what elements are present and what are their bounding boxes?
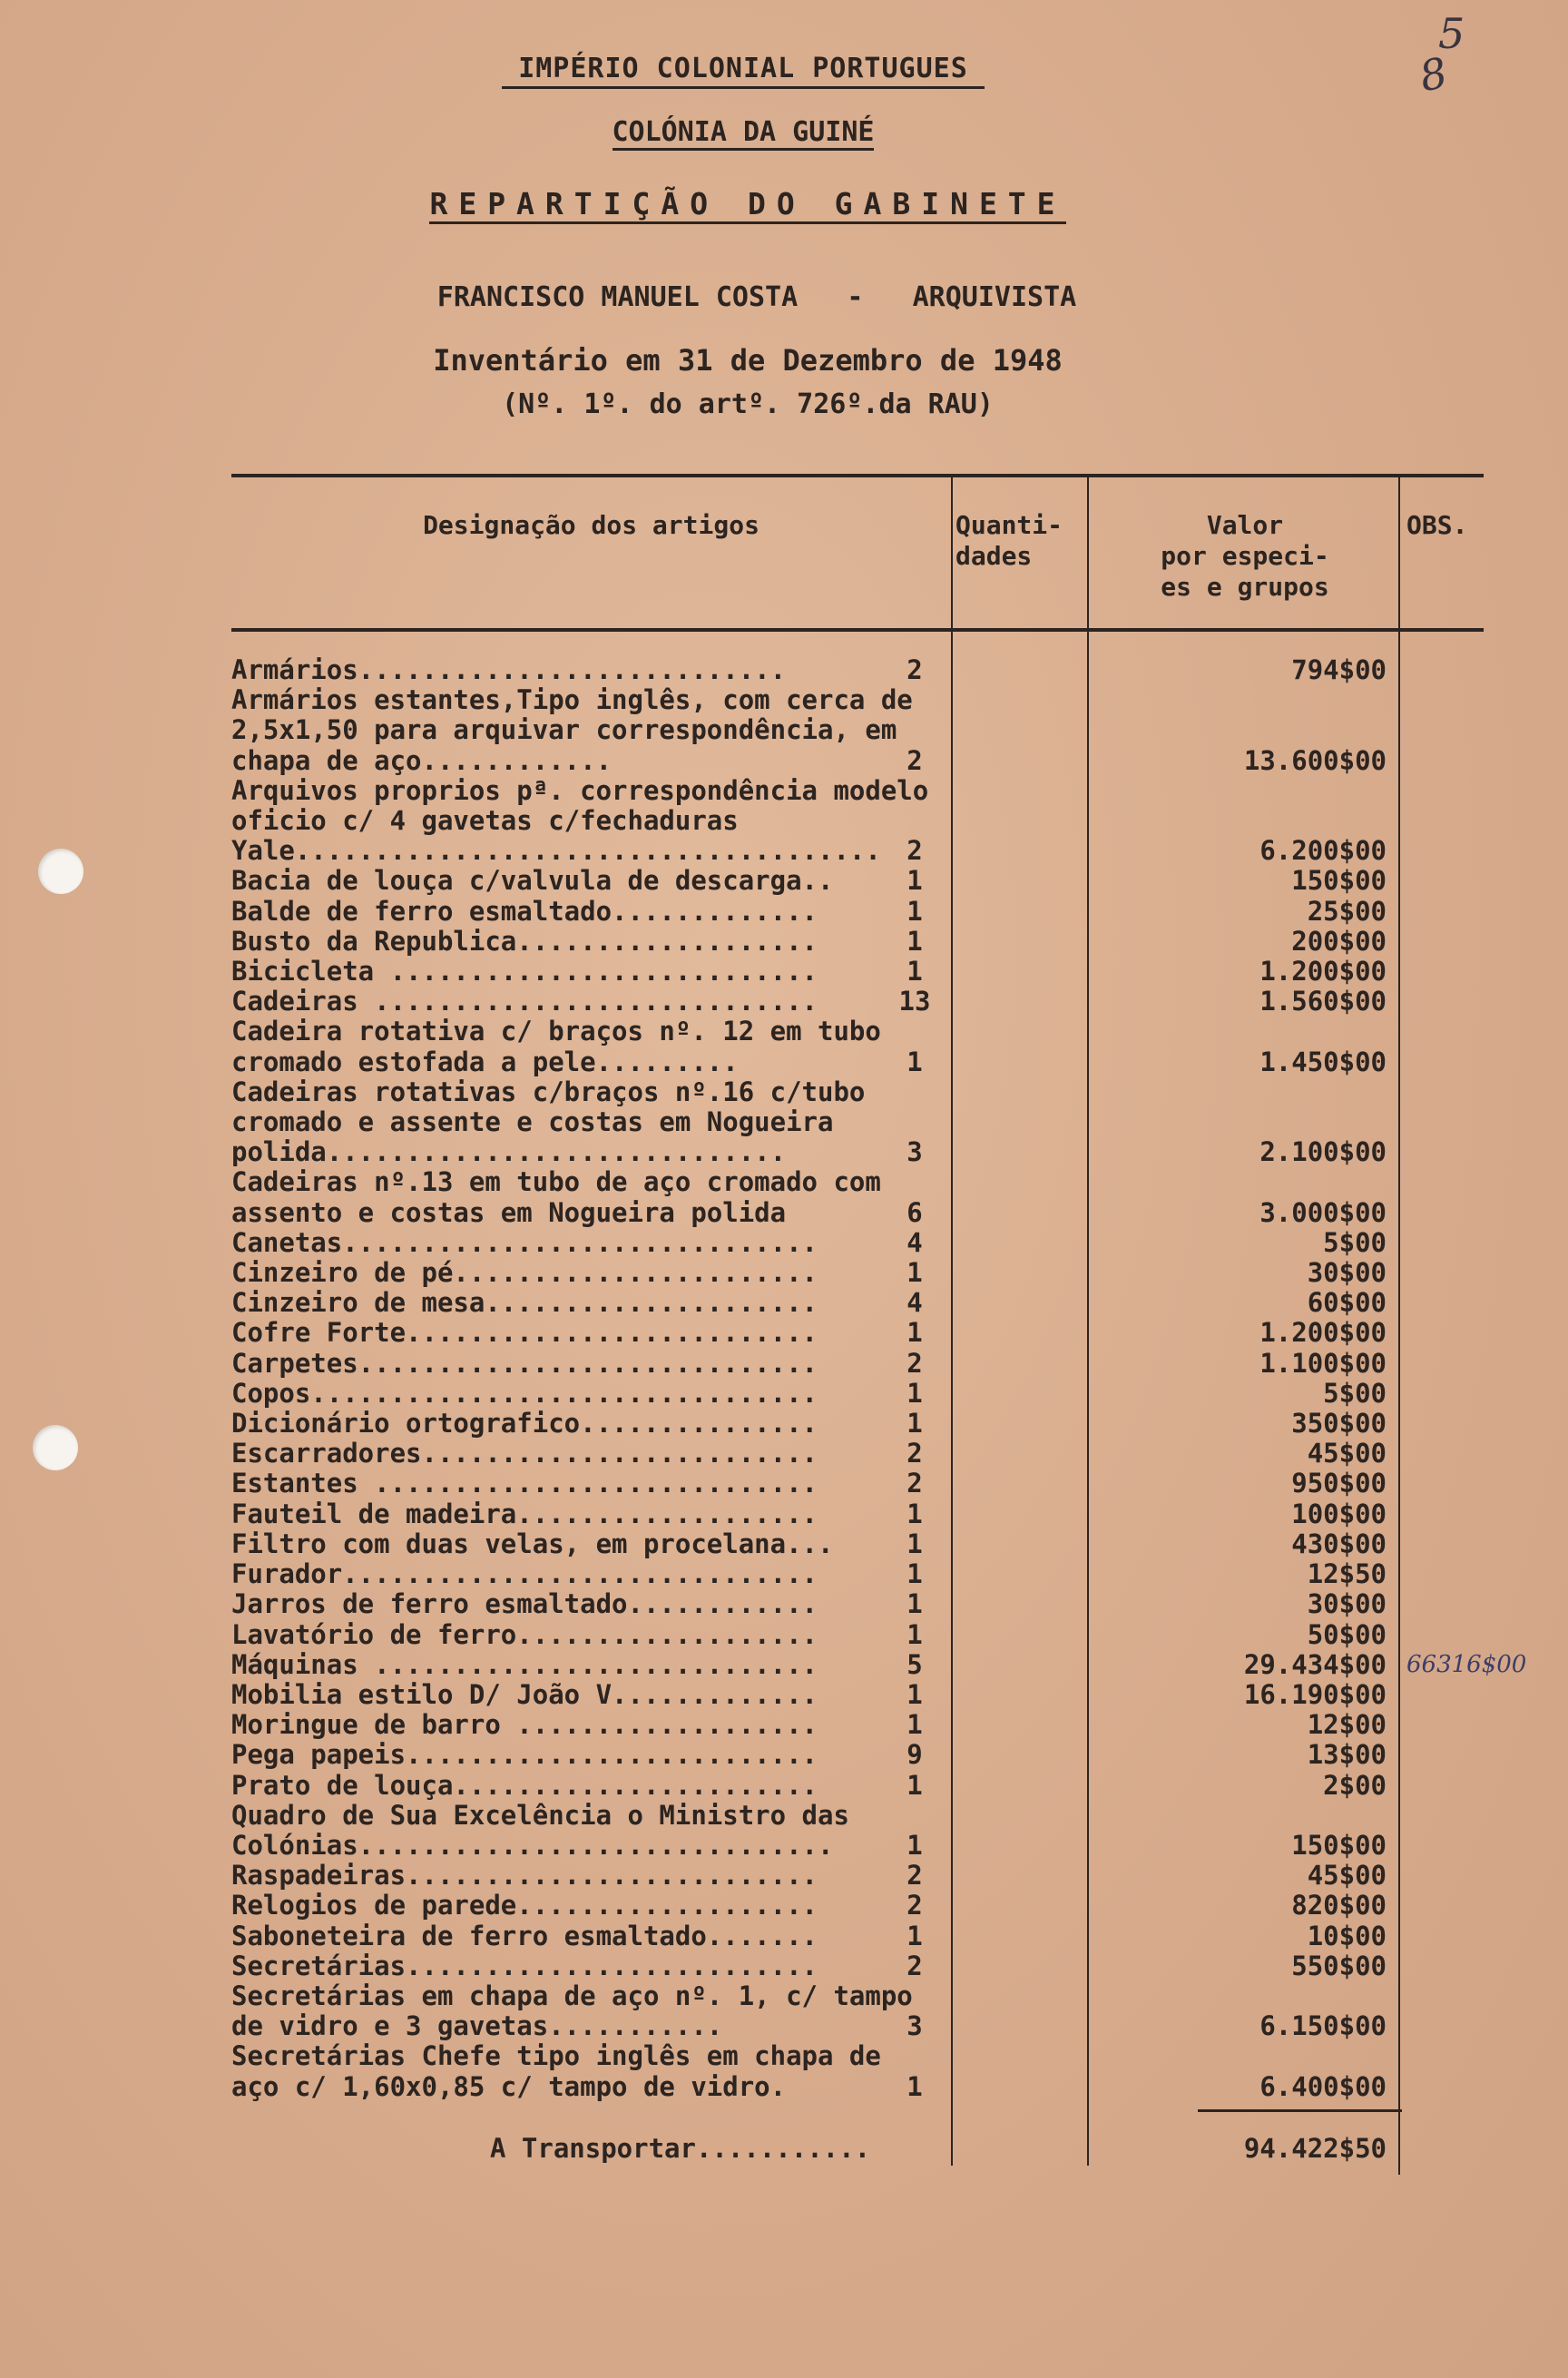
item-value: 6.200$00	[1259, 835, 1387, 867]
item-quantity: 1	[906, 1678, 923, 1710]
item-designation: Dicionário ortografico...............	[231, 1408, 818, 1440]
item-value: 60$00	[1307, 1287, 1387, 1319]
column-header-value: Valor por especi- es e grupos	[1161, 510, 1329, 602]
item-quantity: 1	[906, 1558, 923, 1590]
item-designation: Bacia de louça c/valvula de descarga..	[231, 865, 834, 897]
item-designation: Copos................................	[231, 1377, 818, 1409]
item-designation: Raspadeiras..........................	[231, 1860, 818, 1892]
item-quantity: 1	[906, 1257, 923, 1289]
item-designation: Secretárias..........................	[231, 1950, 818, 1981]
item-value: 2$00	[1323, 1769, 1387, 1801]
item-designation: Prato de louça.......................	[231, 1769, 818, 1801]
item-value: 1.450$00	[1259, 1046, 1387, 1077]
item-quantity: 1	[906, 2070, 923, 2102]
item-designation: Saboneteira de ferro esmaltado.......	[231, 1920, 818, 1951]
item-value: 30$00	[1307, 1588, 1387, 1620]
item-value: 1.560$00	[1259, 986, 1387, 1017]
item-quantity: 2	[906, 835, 923, 867]
item-quantity: 2	[906, 1468, 923, 1499]
department-heading: REPARTIÇÃO DO GABINETE	[0, 186, 1568, 224]
item-value: 10$00	[1307, 1920, 1387, 1951]
table-row	[231, 685, 1402, 776]
item-value: 12$50	[1307, 1558, 1387, 1590]
table-row	[231, 1288, 1402, 1318]
item-designation: Lavatório de ferro...................	[231, 1618, 818, 1650]
page-number-handwritten: 5	[1438, 9, 1465, 58]
table-row	[231, 1589, 1402, 1619]
item-quantity: 4	[906, 1226, 923, 1258]
table-row	[231, 1559, 1402, 1589]
item-designation: Cinzeiro de pé.......................	[231, 1257, 818, 1289]
item-value: 1.200$00	[1259, 1317, 1387, 1349]
item-designation: Cadeira rotativa c/ braços nº. 12 em tubo cromado estofada a pele.........	[231, 1016, 897, 1077]
item-quantity: 3	[906, 2010, 923, 2042]
item-designation: Secretárias Chefe tipo inglês em chapa de aço c/ 1,60x0,85 c/ tampo de vidro.	[231, 2040, 897, 2102]
item-designation: Moringue de barro ...................	[231, 1709, 818, 1741]
item-designation: Balde de ferro esmaltado.............	[231, 895, 818, 927]
item-value: 45$00	[1307, 1438, 1387, 1469]
inventory-rows	[231, 654, 1527, 2102]
table-row	[231, 1921, 1402, 1951]
item-quantity: 9	[906, 1739, 923, 1771]
item-quantity: 2	[906, 654, 923, 685]
item-value: 1.100$00	[1259, 1347, 1387, 1379]
item-quantity: 1	[906, 1528, 923, 1559]
table-row	[231, 1469, 1402, 1499]
table-row	[231, 1379, 1402, 1409]
item-quantity: 1	[906, 925, 923, 957]
item-value: 100$00	[1291, 1498, 1387, 1529]
item-value: 950$00	[1291, 1468, 1387, 1499]
item-quantity: 1	[906, 1829, 923, 1861]
column-header-quantity: Quanti- dades	[956, 510, 1063, 571]
table-row	[231, 1077, 1402, 1168]
table-row	[231, 1529, 1402, 1559]
archivist-line: FRANCISCO MANUEL COSTA - ARQUIVISTA	[436, 281, 1077, 313]
table-row	[231, 1620, 1402, 1650]
table-row	[231, 1258, 1402, 1288]
item-designation: Fauteil de madeira...................	[231, 1498, 818, 1529]
item-quantity: 1	[906, 1046, 923, 1077]
table-header-rule	[231, 628, 1484, 632]
table-row	[231, 1981, 1402, 2041]
item-value: 30$00	[1307, 1257, 1387, 1289]
column-header-designation: Designação dos artigos	[423, 510, 760, 540]
table-row	[231, 1017, 1402, 1076]
table-row	[231, 1710, 1402, 1740]
table-row	[231, 866, 1402, 896]
table-row	[231, 957, 1402, 987]
item-quantity: 2	[906, 1438, 923, 1469]
punch-hole	[33, 1425, 78, 1470]
table-row	[231, 1891, 1402, 1921]
item-designation: Cadeiras nº.13 em tubo de aço cromado com assento e costas em Nogueira polida	[231, 1166, 897, 1228]
table-row	[231, 1228, 1402, 1258]
table-row	[231, 1771, 1402, 1801]
item-quantity: 3	[906, 1136, 923, 1168]
table-row	[231, 1439, 1402, 1469]
item-quantity: 1	[906, 1769, 923, 1801]
item-designation: Relogios de parede...................	[231, 1890, 818, 1921]
item-quantity: 1	[906, 1588, 923, 1620]
legal-reference-line: (Nº. 1º. do artº. 726º.da RAU)	[502, 388, 994, 420]
item-value: 3.000$00	[1259, 1196, 1387, 1228]
item-designation: Estantes ............................	[231, 1468, 818, 1499]
item-value: 200$00	[1291, 925, 1387, 957]
item-quantity: 1	[906, 1317, 923, 1349]
item-value: 29.434$00	[1243, 1648, 1387, 1680]
table-row	[231, 1680, 1402, 1710]
item-designation: Secretárias em chapa de aço nº. 1, c/ tampo de vidro e 3 gavetas...........	[231, 1980, 929, 2042]
item-value: 13.600$00	[1243, 744, 1387, 776]
inventory-table	[231, 474, 1527, 2171]
item-designation: Quadro de Sua Excelência o Ministro das Colónias..............................	[231, 1799, 866, 1861]
sum-rule	[1198, 2109, 1402, 2112]
item-value: 45$00	[1307, 1860, 1387, 1892]
item-obs-handwritten: 66316$00	[1406, 1650, 1527, 1678]
item-quantity: 1	[906, 1618, 923, 1650]
item-designation: Busto da Republica...................	[231, 925, 818, 957]
table-row	[231, 1801, 1402, 1861]
item-quantity: 6	[906, 1196, 923, 1228]
item-designation: Cadeiras rotativas c/braços nº.16 c/tubo cromado e assente e costas em Nogueira polida.............................	[231, 1076, 881, 1168]
item-designation: Armários estantes,Tipo inglês, com cerca de 2,5x1,50 para arquivar correspondência, em chapa de aço............	[231, 684, 929, 776]
item-quantity: 5	[906, 1648, 923, 1680]
item-value: 25$00	[1307, 895, 1387, 927]
item-quantity: 2	[906, 1860, 923, 1892]
table-row	[231, 2041, 1402, 2101]
item-designation: Máquinas ............................	[231, 1648, 818, 1680]
item-designation: Cadeiras ............................	[231, 986, 818, 1017]
item-value: 13$00	[1307, 1739, 1387, 1771]
item-designation: Arquivos proprios pª. correspondência modelo oficio c/ 4 gavetas c/fechaduras Yale.....................................	[231, 774, 945, 867]
item-designation: Cinzeiro de mesa.....................	[231, 1287, 818, 1319]
item-quantity: 1	[906, 1709, 923, 1741]
table-row	[231, 1349, 1402, 1379]
table-row	[231, 1499, 1402, 1529]
item-value: 6.150$00	[1259, 2010, 1387, 2042]
item-value: 430$00	[1291, 1528, 1387, 1559]
item-quantity: 1	[906, 865, 923, 897]
item-value: 150$00	[1291, 1829, 1387, 1861]
item-designation: Mobilia estilo D/ João V.............	[231, 1678, 818, 1710]
table-row	[231, 1167, 1402, 1227]
item-value: 150$00	[1291, 865, 1387, 897]
item-value: 794$00	[1291, 654, 1387, 685]
item-value: 820$00	[1291, 1890, 1387, 1921]
item-quantity: 1	[906, 1498, 923, 1529]
item-quantity: 2	[906, 1890, 923, 1921]
transport-value: 94.422$50	[1243, 2133, 1387, 2164]
item-quantity: 13	[898, 986, 931, 1017]
item-designation: Pega papeis..........................	[231, 1739, 818, 1771]
table-row	[231, 1409, 1402, 1439]
table-row	[231, 1740, 1402, 1770]
item-designation: Filtro com duas velas, em procelana...	[231, 1528, 834, 1559]
table-row	[231, 927, 1402, 957]
item-designation: Canetas..............................	[231, 1226, 818, 1258]
item-value: 5$00	[1323, 1377, 1387, 1409]
item-quantity: 2	[906, 1347, 923, 1379]
item-designation: Jarros de ferro esmaltado............	[231, 1588, 818, 1620]
table-row	[231, 1648, 1527, 1680]
folio-number-handwritten: 8	[1415, 47, 1452, 102]
item-designation: Bicicleta ...........................	[231, 956, 818, 988]
item-value: 16.190$00	[1243, 1678, 1387, 1710]
colony-heading: COLÓNIA DA GUINÉ	[0, 116, 1568, 151]
item-value: 550$00	[1291, 1950, 1387, 1981]
inventory-date-line: Inventário em 31 de Dezembro de 1948	[433, 343, 1063, 378]
item-quantity: 1	[906, 895, 923, 927]
item-quantity: 4	[906, 1287, 923, 1319]
item-quantity: 1	[906, 1408, 923, 1440]
table-row	[231, 897, 1402, 927]
item-value: 6.400$00	[1259, 2070, 1387, 2102]
item-quantity: 1	[906, 1377, 923, 1409]
item-quantity: 1	[906, 1920, 923, 1951]
item-value: 12$00	[1307, 1709, 1387, 1741]
table-row	[231, 1951, 1402, 1981]
item-designation: Cofre Forte..........................	[231, 1317, 818, 1349]
item-designation: Furador..............................	[231, 1558, 818, 1590]
column-header-obs: OBS.	[1406, 510, 1468, 540]
item-quantity: 2	[906, 744, 923, 776]
item-value: 50$00	[1307, 1618, 1387, 1650]
table-row	[231, 1318, 1402, 1348]
transport-label: A Transportar...........	[490, 2133, 871, 2164]
item-value: 1.200$00	[1259, 956, 1387, 988]
table-top-rule	[231, 474, 1484, 477]
item-value: 2.100$00	[1259, 1136, 1387, 1168]
item-quantity: 1	[906, 956, 923, 988]
punch-hole	[38, 849, 83, 894]
empire-heading: IMPÉRIO COLONIAL PORTUGUES	[0, 53, 1568, 89]
item-value: 5$00	[1323, 1226, 1387, 1258]
table-row	[231, 1861, 1402, 1891]
item-designation: Carpetes.............................	[231, 1347, 818, 1379]
table-row	[231, 655, 1402, 685]
item-value: 350$00	[1291, 1408, 1387, 1440]
table-row	[231, 776, 1402, 867]
table-row	[231, 987, 1402, 1017]
item-designation: Armários...........................	[231, 654, 787, 685]
item-quantity: 2	[906, 1950, 923, 1981]
item-designation: Escarradores.........................	[231, 1438, 818, 1469]
